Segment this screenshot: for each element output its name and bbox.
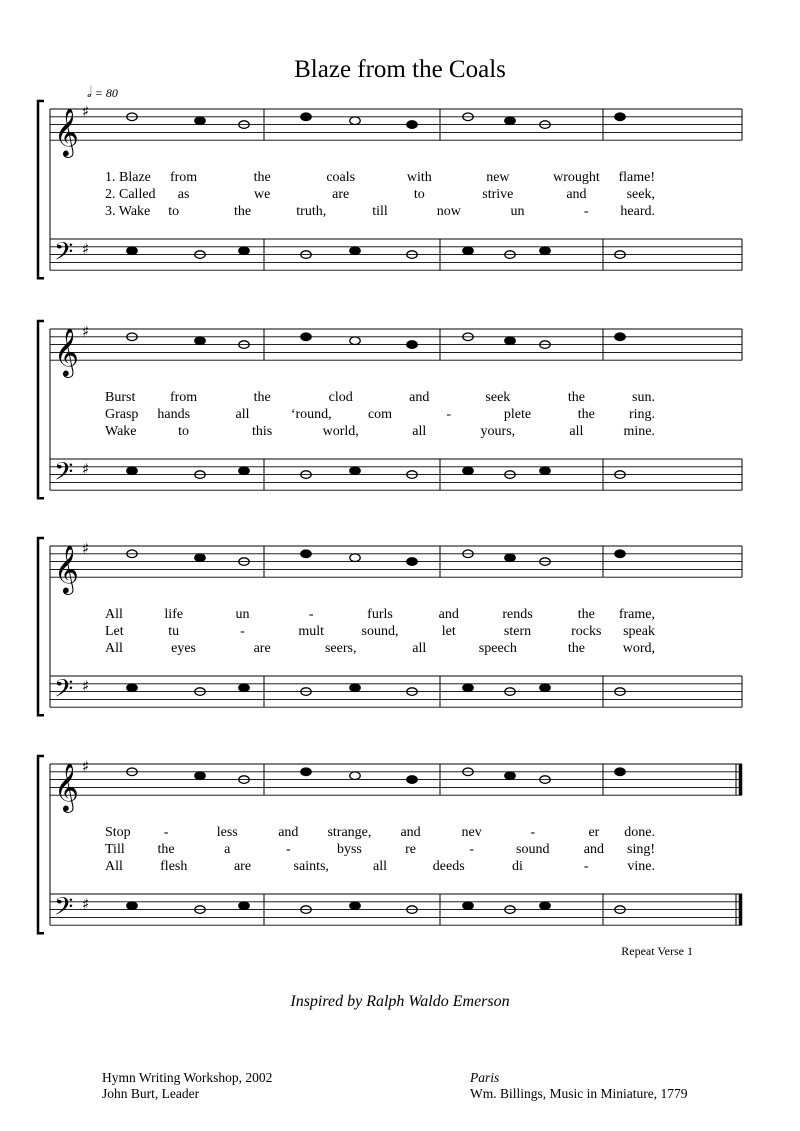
lyric-word: er [588,825,600,840]
bass-clef-icon: 𝄢 [54,457,74,493]
bass-note [540,684,550,692]
lyric-word: are [332,187,350,202]
system-bracket [38,538,44,715]
lyric-word: seek, [626,187,655,202]
lyric-word: are [233,859,252,874]
lyric-word: plete [503,407,532,422]
lyric-word: life [164,607,184,622]
lyric-word: the [253,390,271,405]
lyric-word: tu [168,624,180,639]
bass-note [350,467,360,475]
lyric-word: from [169,390,198,405]
lyric-word: the [567,390,585,405]
credits-right [470,1070,688,1102]
lyric-word: hands [157,407,191,422]
sharp-icon: ♯ [82,539,90,558]
lyric-word: vine. [627,859,655,874]
half-note-icon: 𝅗𝅥 [87,85,92,101]
lyric-word: Burst [105,390,136,405]
treble-note [407,121,417,129]
sharp-icon: ♯ [82,102,90,121]
lyric-word: seek [485,390,511,405]
lyric-word: the [567,641,585,656]
lyric-word: 3. Wake [105,204,151,219]
lyric-word: and [438,607,459,622]
lyric-word: and [409,390,430,405]
treble-note [505,117,515,125]
lyric-word: mult [298,624,325,639]
system-bracket [38,756,44,933]
treble-note [615,113,625,121]
treble-note [505,772,515,780]
lyric-word: un [510,204,525,219]
lyric-word: ‘round, [290,407,332,422]
lyric-word: - [583,204,589,219]
bass-note [127,247,137,255]
lyric-word: All [105,641,123,656]
lyric-word: the [577,607,595,622]
tune-name: Paris [470,1070,500,1085]
bass-note [540,467,550,475]
sharp-icon: ♯ [82,895,90,914]
bass-note [540,247,550,255]
lyric-word: and [278,825,299,840]
leader-credit: John Burt, Leader [102,1086,200,1101]
tempo-value: = 80 [94,86,118,100]
lyric-word: strange, [327,825,372,840]
lyric-word: stern [503,624,532,639]
lyric-word: wrought [553,170,600,185]
lyric-word: heard. [620,204,655,219]
bass-clef-icon: 𝄢 [54,237,74,273]
lyric-word: nev [461,825,482,840]
lyric-word: All [105,607,123,622]
bass-note [127,467,137,475]
lyric-word: the [233,204,252,219]
treble-note [615,768,625,776]
system-3 [38,538,742,715]
lyric-word: less [216,825,238,840]
lyric-word: with [406,170,432,185]
bass-note [239,467,249,475]
sharp-icon: ♯ [82,460,90,479]
system-4 [38,756,742,958]
lyric-word: all [373,859,387,874]
lyric-word: seers, [324,641,357,656]
lyric-word: all [412,641,427,656]
treble-note [350,337,360,345]
lyric-word: the [253,170,271,185]
lyric-word: new [486,170,510,185]
treble-note [195,772,205,780]
lyric-word: truth, [296,204,327,219]
bass-note [463,467,473,475]
lyric-word: are [253,641,271,656]
bass-note [540,902,550,910]
lyric-word: all [235,407,250,422]
lyric-word: - [583,859,589,874]
lyric-word: as [177,187,190,202]
lyric-word: Stop [105,825,131,840]
lyric-word: the [577,407,595,422]
treble-clef-icon: 𝄞 [54,327,79,377]
lyric-word: ring. [628,407,655,422]
bass-note [350,902,360,910]
sharp-icon: ♯ [82,240,90,259]
lyric-word: sun. [632,390,655,405]
lyric-word: coals [326,170,356,185]
treble-note [350,554,360,562]
lyric-word: a [224,842,231,857]
treble-note [350,117,360,125]
lyric-word: - [240,624,245,639]
lyric-word: frame, [618,607,655,622]
bass-note [463,902,473,910]
lyric-word: speak [623,624,655,639]
repeat-note: Repeat Verse 1 [621,944,693,959]
treble-note [615,333,625,341]
system-bracket [38,101,44,278]
lyric-word: Wake [105,424,137,439]
lyric-word: - [446,407,452,422]
lyric-word: flesh [160,859,188,874]
lyric-word: Let [105,624,124,639]
system-2 [38,321,742,498]
lyric-word: to [178,424,190,439]
treble-note [407,776,417,784]
lyric-word: byss [336,842,362,857]
lyric-word: yours, [480,424,516,439]
bass-note [239,247,249,255]
lyric-word: and [566,187,587,202]
lyric-word: Grasp [105,407,139,422]
lyric-word: saints, [293,859,329,874]
lyric-word: sing! [627,842,655,857]
treble-note [505,337,515,345]
bass-note [127,902,137,910]
lyric-word: world, [322,424,359,439]
lyric-word: from [169,170,198,185]
lyric-word: all [412,424,427,439]
lyric-word: till [372,204,388,219]
lyric-word: un [235,607,250,622]
lyric-word: - [308,607,314,622]
lyric-word: re [405,842,417,857]
treble-clef-icon: 𝄞 [54,107,79,157]
treble-note [301,333,311,341]
lyric-word: 1. Blaze [105,170,151,185]
lyric-word: done. [624,825,655,840]
system-1 [38,101,742,278]
treble-note [407,341,417,349]
treble-clef-icon: 𝄞 [54,762,79,812]
hymn-title: Blaze from the Coals [294,56,506,83]
lyric-word: now [436,204,461,219]
bass-note [463,684,473,692]
lyric-word: all [569,424,584,439]
bass-note [127,684,137,692]
lyric-word: - [530,825,536,840]
inspiration-credit: Inspired by Ralph Waldo Emerson [290,993,510,1010]
credits-left [102,1070,272,1102]
sharp-icon: ♯ [82,322,90,341]
lyric-word: di [512,859,523,874]
treble-note [505,554,515,562]
treble-note [350,772,360,780]
lyric-word: clod [328,390,353,405]
lyric-word: Till [105,842,125,857]
lyric-word: eyes [171,641,197,656]
lyric-word: and [400,825,421,840]
bass-note [350,684,360,692]
lyric-word: this [252,424,273,439]
lyric-word: 2. Called [105,187,156,202]
bass-note [463,247,473,255]
lyric-word: and [583,842,604,857]
lyric-word: rends [502,607,533,622]
sharp-icon: ♯ [82,677,90,696]
treble-note [407,558,417,566]
lyric-word: to [413,187,425,202]
bass-note [239,684,249,692]
bass-clef-icon: 𝄢 [54,892,74,928]
treble-note [301,550,311,558]
system-bracket [38,321,44,498]
lyric-word: mine. [623,424,655,439]
workshop-credit: Hymn Writing Workshop, 2002 [102,1070,273,1085]
lyric-word: All [105,859,123,874]
lyric-word: strive [482,187,514,202]
treble-note [195,117,205,125]
bass-note [239,902,249,910]
treble-note [301,768,311,776]
lyric-word: let [441,624,456,639]
lyric-word: furls [367,607,393,622]
lyric-word: to [168,204,180,219]
lyric-word: deeds [432,859,465,874]
tune-source: Wm. Billings, Music in Miniature, 1779 [470,1086,688,1101]
lyric-word: - [163,825,169,840]
treble-note [615,550,625,558]
lyric-word: we [253,187,271,202]
lyric-word: the [157,842,175,857]
treble-note [195,554,205,562]
lyric-word: - [285,842,291,857]
sharp-icon: ♯ [82,757,90,776]
bass-note [350,247,360,255]
treble-note [301,113,311,121]
treble-clef-icon: 𝄞 [54,544,79,594]
lyric-word: com [367,407,393,422]
lyric-word: - [469,842,475,857]
lyric-word: sound, [361,624,399,639]
bass-clef-icon: 𝄢 [54,674,74,710]
treble-note [195,337,205,345]
lyric-word: speech [478,641,517,656]
lyric-word: rocks [571,624,602,639]
lyric-word: flame! [618,170,655,185]
lyric-word: sound [516,842,550,857]
lyric-word: word, [622,641,655,656]
